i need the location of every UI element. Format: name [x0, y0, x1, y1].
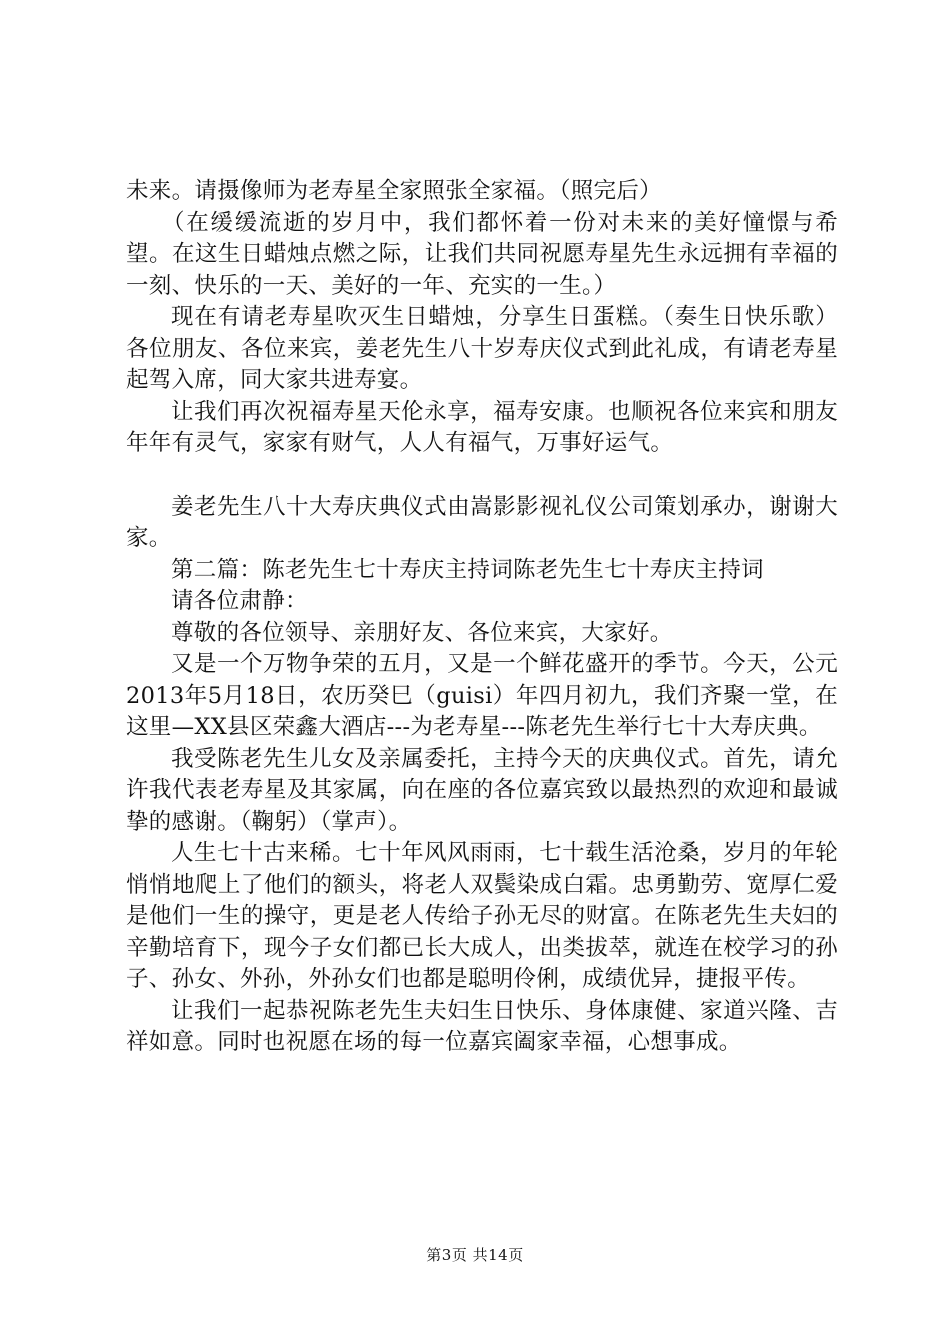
document-body: [126, 176, 838, 1059]
paragraph-silence: 请各位肃静：: [171, 588, 308, 614]
blank-line: [126, 460, 838, 492]
section-heading: 第二篇：陈老先生七十寿庆主持词陈老先生七十寿庆主持词: [171, 556, 764, 583]
paragraph-greeting: 尊敬的各位领导、亲朋好友、各位来宾，大家好。: [171, 619, 673, 646]
paragraph-toast: 让我们再次祝福寿星天伦永享，福寿安康。也顺祝各位来宾和朋友年年有灵气，家家有财气，人人有福气，万事好运气。: [126, 398, 838, 456]
paragraph-organizer: 姜老先生八十大寿庆典仪式由嵩影影视礼仪公司策划承办，谢谢大家。: [126, 493, 838, 551]
paragraph-continuation: 未来。请摄像师为老寿星全家照张全家福。（照完后）: [126, 178, 662, 204]
paragraph-blessing: （在缓缓流逝的岁月中，我们都怀着一份对未来的美好憧憬与希望。在这生日蜡烛点燃之际，让我们共同祝愿寿星先生永远拥有幸福的一刻、快乐的一天、美好的一年、充实的一生。）: [126, 209, 838, 299]
page-footer: 第3页 共14页: [426, 1246, 524, 1264]
paragraph-host: 我受陈老先生儿女及亲属委托，主持今天的庆典仪式。首先，请允许我代表老寿星及其家属，向在座的各位嘉宾致以最热烈的欢迎和最诚挚的感谢。（鞠躬）（掌声）。: [126, 745, 838, 835]
paragraph-life: 人生七十古来稀。七十年风风雨雨，七十载生活沧桑，岁月的年轮悄悄地爬上了他们的额头，将老人双鬓染成白霜。忠勇勤劳、宽厚仁爱是他们一生的操守，更是老人传给子孙无尽的财富。在陈老先生夫妇的辛勤培育下，现今子女们都已长大成人，出类拔萃，就连在校学习的孙子、孙女、外孙，外孙女们也都是聪明伶俐，成绩优异，捷报平传。: [126, 840, 838, 992]
paragraph-wishes: 让我们一起恭祝陈老先生夫妇生日快乐、身体康健、家道兴隆、吉祥如意。同时也祝愿在场的每一位嘉宾阖家幸福，心想事成。: [126, 997, 838, 1055]
paragraph-candles: 现在有请老寿星吹灭生日蜡烛，分享生日蛋糕。（奏生日快乐歌）各位朋友、各位来宾，姜老先生八十岁寿庆仪式到此礼成，有请老寿星起驾入席，同大家共进寿宴。: [126, 304, 838, 393]
paragraph-season: 又是一个万物争荣的五月，又是一个鲜花盛开的季节。今天，公元2013年5月18日，农历癸巳（guisi）年四月初九，我们齐聚一堂，在这里—XX县区荣鑫大酒店---为老寿星---陈老先生举行七十大寿庆典。: [126, 651, 838, 740]
